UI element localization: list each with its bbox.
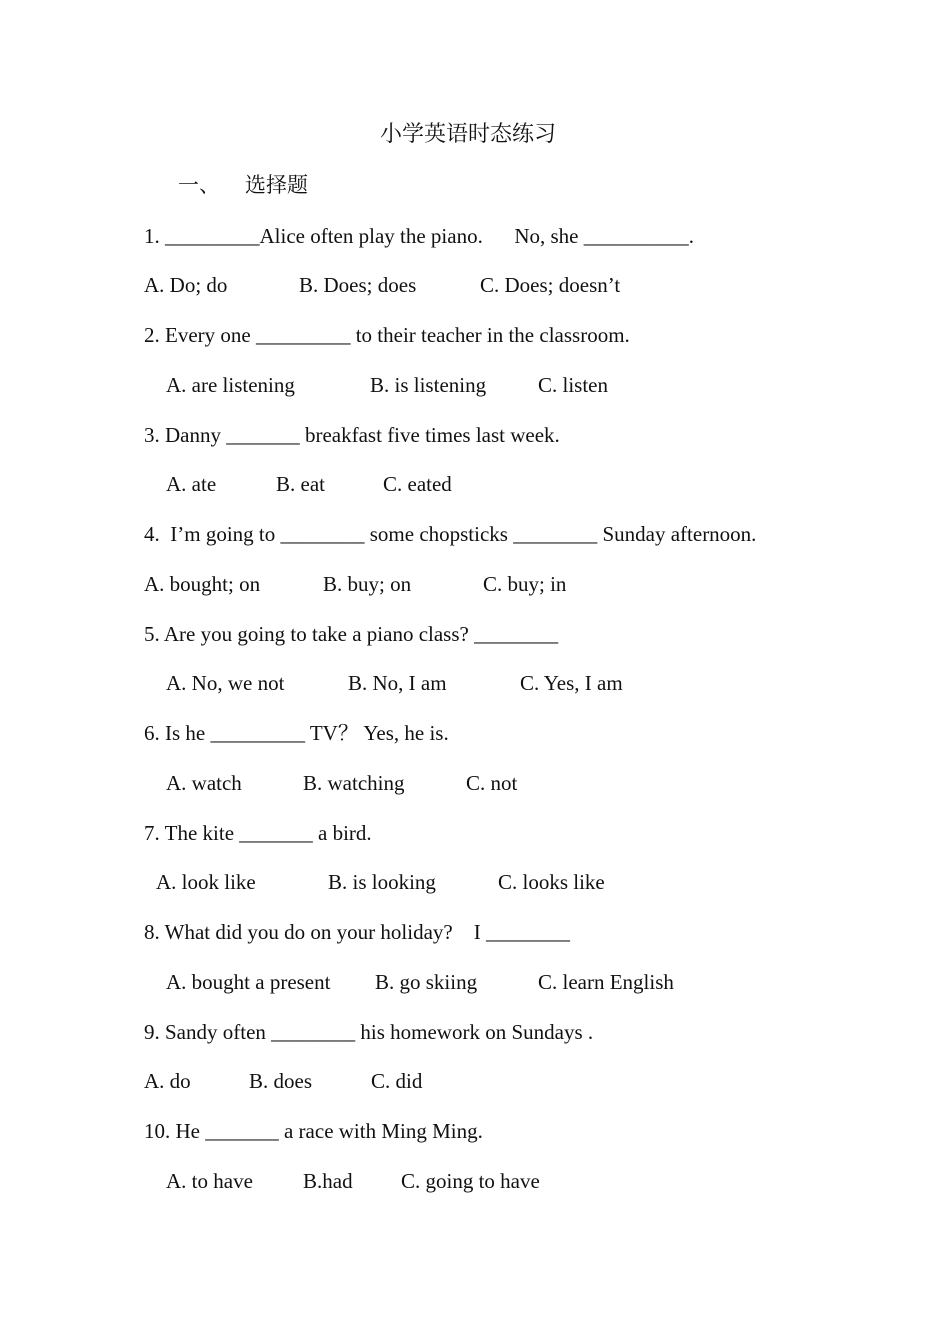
q4-option-c: C. buy; in — [483, 572, 567, 596]
question-8: 8. What did you do on your holiday? I ________ — [144, 920, 570, 944]
q4-option-a: A. bought; on — [144, 572, 261, 596]
question-4: 4. I’m going to ________ some chopsticks ________ Sunday afternoon. — [144, 522, 757, 546]
q6-option-b: B. watching — [303, 771, 405, 795]
question-1: 1. _________Alice often play the piano. No, she __________. — [144, 224, 694, 248]
q7-option-c: C. looks like — [498, 870, 605, 894]
question-2: 2. Every one _________ to their teacher in the classroom. — [144, 323, 630, 347]
section-number: 一、 — [178, 173, 220, 197]
q10-option-b: B.had — [303, 1169, 353, 1193]
q9-option-a: A. do — [144, 1069, 191, 1093]
q8-option-b: B. go skiing — [375, 970, 478, 994]
q9-option-c: C. did — [371, 1069, 423, 1093]
q7-option-a: A. look like — [156, 870, 256, 894]
q6-option-a: A. watch — [166, 771, 242, 795]
q2-option-a: A. are listening — [166, 373, 295, 397]
q5-option-b: B. No, I am — [348, 671, 447, 695]
question-10: 10. He _______ a race with Ming Ming. — [144, 1119, 483, 1143]
section-label: 选择题 — [245, 173, 308, 197]
question-9: 9. Sandy often ________ his homework on Sundays . — [144, 1020, 594, 1044]
q8-option-c: C. learn English — [538, 970, 674, 994]
question-5: 5. Are you going to take a piano class? ________ — [144, 622, 559, 646]
question-6: 6. Is he _________ TV？ Yes, he is. — [144, 721, 449, 745]
q3-option-c: C. eated — [383, 472, 452, 496]
q5-option-c: C. Yes, I am — [520, 671, 623, 695]
page-title: 小学英语时态练习 — [380, 121, 557, 146]
q2-option-b: B. is listening — [370, 373, 487, 397]
question-7: 7. The kite _______ a bird. — [144, 821, 372, 845]
q10-option-c: C. going to have — [401, 1169, 540, 1193]
q3-option-a: A. ate — [166, 472, 217, 496]
q5-option-a: A. No, we not — [166, 671, 285, 695]
q8-option-a: A. bought a present — [166, 970, 331, 994]
q1-option-a: A. Do; do — [144, 273, 228, 297]
q3-option-b: B. eat — [276, 472, 325, 496]
q1-option-c: C. Does; doesn’t — [480, 273, 621, 297]
q2-option-c: C. listen — [538, 373, 609, 397]
q6-option-c: C. not — [466, 771, 518, 795]
question-3: 3. Danny _______ breakfast five times last week. — [144, 423, 560, 447]
q7-option-b: B. is looking — [328, 870, 436, 894]
q10-option-a: A. to have — [166, 1169, 253, 1193]
q1-option-b: B. Does; does — [299, 273, 417, 297]
q4-option-b: B. buy; on — [323, 572, 412, 596]
q9-option-b: B. does — [249, 1069, 312, 1093]
